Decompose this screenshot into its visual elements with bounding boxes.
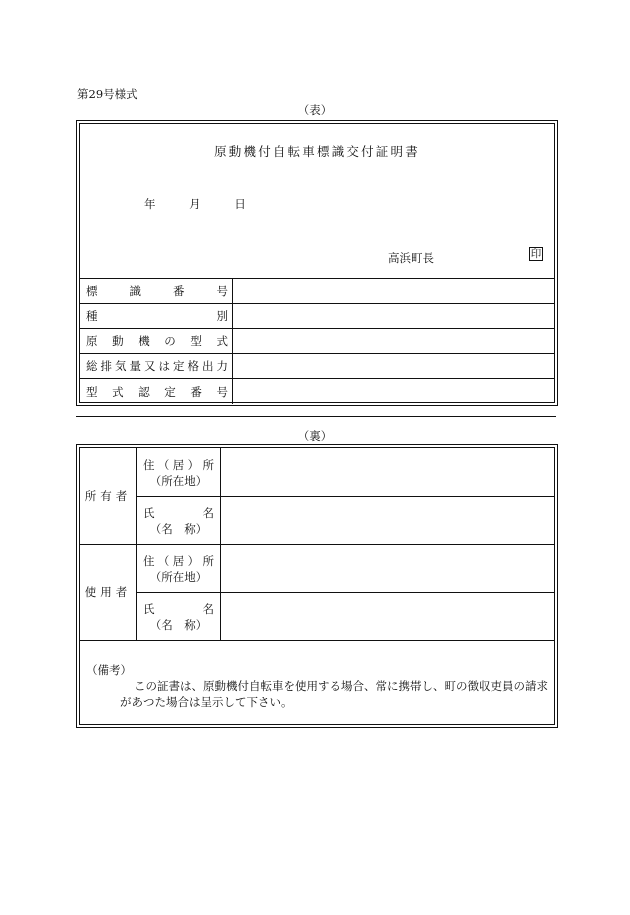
row-label — [86, 279, 228, 303]
form-number: 第29号様式 — [77, 87, 138, 101]
label-char: 動 — [112, 334, 124, 348]
label-char: 氏 — [143, 506, 155, 520]
row-label — [86, 329, 228, 353]
notes-text: この証書は、原動機付自転車を使用する場合、常に携帯し、町の徴収吏員の請求があつた場合は呈示して下さい。 — [120, 679, 548, 709]
label-char: 量 — [129, 359, 141, 373]
row-certification-number — [80, 379, 554, 404]
label-char: 認 — [138, 384, 150, 399]
label-char: 居 — [172, 458, 185, 472]
name-sub-label: （名 称） — [149, 522, 208, 536]
label-char: 番 — [190, 384, 202, 399]
label-char: 又 — [144, 359, 156, 373]
label-char: 機 — [138, 334, 150, 348]
label-char: 名 — [202, 602, 214, 616]
label-char: 名 — [202, 506, 214, 520]
user-label: 使用者 — [84, 585, 132, 599]
label-char: 原 — [86, 334, 98, 348]
address-label-line — [143, 457, 214, 473]
seal-box: 印 — [530, 248, 542, 260]
label-char: 気 — [115, 359, 127, 373]
label-char: 式 — [112, 384, 124, 399]
date-month-label: 月 — [189, 197, 201, 211]
label-char: 住 — [143, 554, 155, 568]
issue-date — [144, 196, 246, 212]
front-side-label: （表） — [297, 103, 333, 117]
address-sub-label: （所在地） — [149, 474, 208, 488]
label-char: 標 — [86, 284, 98, 298]
certificate-title: 原動機付自転車標識交付証明書 — [214, 144, 420, 159]
page-divider — [76, 416, 556, 417]
label-char: 居 — [172, 554, 185, 568]
user-address-label — [137, 544, 221, 592]
label-char: 所 — [202, 554, 214, 568]
label-char: 格 — [187, 359, 199, 373]
label-char: 排 — [100, 359, 112, 373]
name-sub-label: （名 称） — [149, 618, 208, 632]
label-char: 定 — [164, 384, 176, 399]
label-char: 識 — [129, 284, 141, 298]
issuer-name: 高浜町長 — [388, 251, 434, 265]
row-type — [80, 304, 554, 329]
label-char: は — [158, 359, 170, 373]
row-displacement — [80, 354, 554, 379]
front-inner-frame — [79, 123, 555, 403]
date-day-label: 日 — [234, 197, 246, 211]
owner-address-label — [137, 448, 221, 496]
label-char: 住 — [143, 458, 155, 472]
owner-name-label — [137, 496, 221, 544]
label-char: （ — [157, 458, 170, 472]
label-char: の — [164, 334, 176, 348]
user-label-cell — [80, 544, 137, 640]
label-char: ） — [187, 458, 200, 472]
name-label-line — [143, 601, 214, 617]
label-char: 出 — [202, 359, 214, 373]
back-certificate — [76, 444, 558, 728]
row-label — [86, 379, 228, 404]
owner-label-cell — [80, 448, 137, 544]
row-plate-number — [80, 279, 554, 304]
label-char: 所 — [202, 458, 214, 472]
address-label-line — [143, 553, 214, 569]
label-char: （ — [157, 554, 170, 568]
notes-label: （備考） — [86, 663, 132, 677]
label-char: 力 — [216, 359, 228, 373]
label-char: 定 — [173, 359, 185, 373]
row-label — [86, 354, 228, 378]
label-char: 別 — [216, 309, 228, 323]
address-sub-label: （所在地） — [149, 570, 208, 584]
label-char: 氏 — [143, 602, 155, 616]
date-year-label: 年 — [144, 197, 156, 211]
vehicle-info-table — [80, 278, 554, 404]
label-char: ） — [187, 554, 200, 568]
label-char: 種 — [86, 309, 98, 323]
user-name-label — [137, 592, 221, 640]
owner-label: 所有者 — [84, 489, 132, 503]
label-char: 型 — [86, 384, 98, 399]
label-char: 号 — [216, 384, 228, 399]
label-char: 号 — [216, 284, 228, 298]
row-label — [86, 304, 228, 328]
label-char: 総 — [86, 359, 98, 373]
front-certificate — [76, 120, 558, 406]
label-char: 型 — [190, 334, 202, 348]
row-engine-model — [80, 329, 554, 354]
label-char: 番 — [173, 284, 185, 298]
label-char: 式 — [216, 334, 228, 348]
back-inner-frame — [79, 447, 555, 725]
name-label-line — [143, 505, 214, 521]
back-side-label: （裏） — [297, 429, 333, 443]
